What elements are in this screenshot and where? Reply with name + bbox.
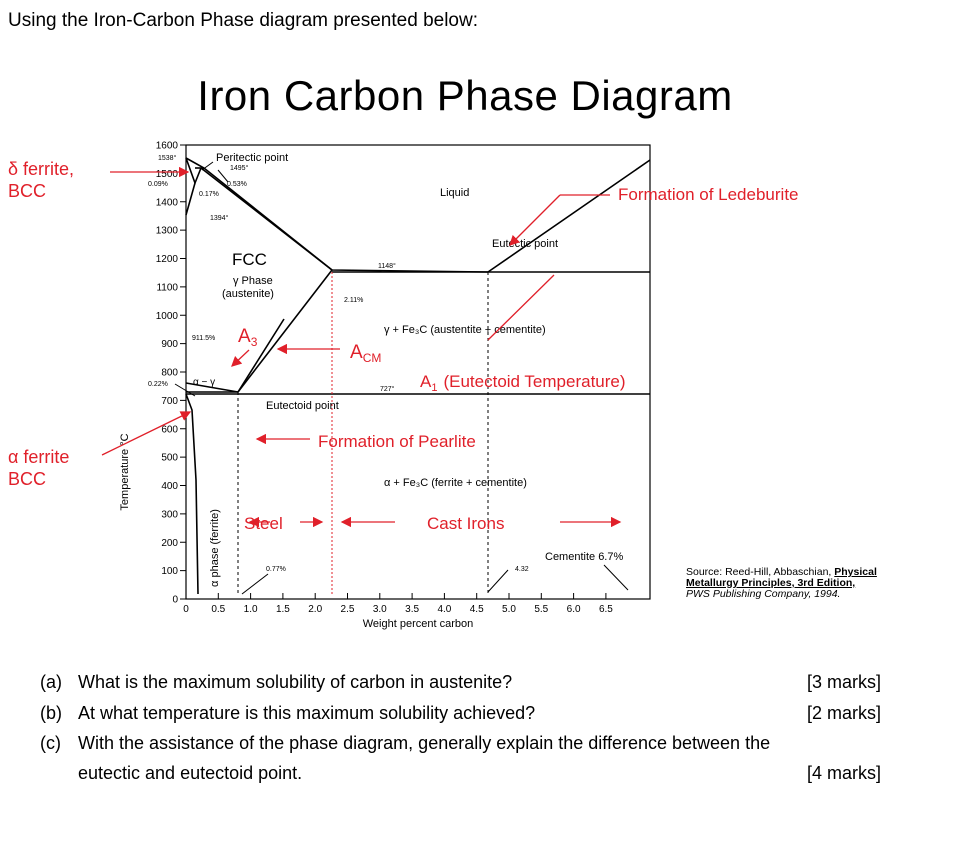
- a3-label: $A_3$: [238, 326, 258, 349]
- x-ticks: [183, 593, 613, 615]
- question-a: [40, 672, 512, 693]
- y-tick-label: 1400: [155, 197, 178, 209]
- y-tick-label: 900: [161, 339, 178, 351]
- c009-label: 0.09%: [148, 181, 168, 188]
- y-tick-label: 400: [161, 481, 178, 492]
- y-tick-label: 1100: [156, 282, 178, 294]
- x-tick-label: 4.0: [437, 604, 452, 615]
- x-tick-label: 0.5: [211, 604, 226, 615]
- y-tick-label: 500: [161, 452, 178, 464]
- t1538-label: 1538°: [158, 155, 177, 162]
- x-tick-label: 4.5: [469, 604, 484, 615]
- t1495-label: 1495°: [230, 165, 249, 172]
- ledeburite-label: Formation of Ledeburite: [618, 185, 799, 204]
- t1148-label: 1148°: [378, 263, 396, 270]
- alpha-fe3c-label: α + Fe₃C (ferrite + cementite): [384, 477, 527, 489]
- question-label: (b): [40, 703, 62, 723]
- x-tick-label: 6.0: [566, 604, 581, 615]
- alpha-bcc-label: BCC: [8, 469, 47, 489]
- y-ticks: [156, 141, 186, 606]
- x-tick-label: 5.0: [502, 604, 516, 615]
- x-tick-label: 0: [183, 604, 189, 615]
- intro-text: Using the Iron-Carbon Phase diagram presented below:: [8, 10, 478, 31]
- question-c-continued: [40, 763, 302, 784]
- y-tick-label: 800: [161, 367, 178, 379]
- x-tick-label: 2.5: [340, 604, 355, 615]
- peritectic-label: Peritectic point: [216, 152, 289, 164]
- y-tick-label: 1500: [155, 168, 178, 180]
- y-tick-label: 0: [172, 594, 178, 606]
- x-tick-label: 3.5: [405, 604, 420, 615]
- eutectic-point-label: Eutectic point: [492, 238, 559, 250]
- y-tick-label: 100: [161, 566, 178, 578]
- cementite-label: Cementite 6.7%: [545, 551, 624, 563]
- gamma-phase-label: γ Phase: [233, 275, 273, 287]
- t1394-label: 1394°: [210, 215, 229, 222]
- source-publisher: PWS Publishing Company, 1994.: [686, 588, 841, 600]
- question-text: What is the maximum solubility of carbon in austenite?: [78, 672, 513, 692]
- delta-ferrite-label: δ ferrite,: [8, 159, 75, 179]
- y-tick-label: 600: [161, 424, 178, 436]
- question-text: eutectic and eutectoid point.: [78, 763, 303, 783]
- alpha-phase-label: α phase (ferrite): [209, 509, 221, 587]
- x-tick-label: 3.0: [372, 604, 387, 615]
- c211-label: 2.11%: [344, 297, 364, 304]
- delta-bcc-label: BCC: [8, 181, 47, 201]
- question-c: [40, 733, 770, 754]
- t727-label: 727°: [380, 386, 395, 393]
- x-tick-label: 5.5: [534, 604, 549, 615]
- y-axis-label: Temperature °C: [119, 433, 131, 511]
- c053-label: 0.53%: [227, 181, 247, 188]
- y-tick-label: 1300: [155, 225, 178, 237]
- y-tick-label: 1600: [155, 140, 178, 152]
- formation-pearlite-label: Formation of Pearlite: [318, 432, 476, 451]
- question-text: At what temperature is this maximum solubility achieved?: [78, 703, 536, 723]
- y-tick-label: 300: [161, 509, 178, 521]
- y-tick-label: 1200: [155, 254, 178, 265]
- austenite-label: (austenite): [222, 288, 274, 300]
- y-tick-label: 200: [161, 537, 178, 549]
- cast-irons-label: Cast Irons: [427, 514, 505, 533]
- annotation-arrows: [102, 172, 610, 455]
- alpha-solvus: [186, 394, 198, 594]
- liquid-label: Liquid: [440, 187, 470, 199]
- eutectoid-point-label: Eutectoid point: [266, 400, 339, 412]
- question-label: (c): [40, 733, 61, 753]
- question-text: With the assistance of the phase diagram, generally explain the difference between the: [78, 733, 771, 753]
- y-tick-label: 1000: [155, 310, 178, 322]
- y-tick-label: 700: [161, 395, 178, 407]
- fcc-label: FCC: [232, 250, 267, 269]
- alpha-ferrite-label: α ferrite: [8, 447, 70, 467]
- question-a-marks: [3 marks]: [806, 672, 881, 692]
- source-citation: [686, 567, 916, 600]
- alpha-gamma-label: α − γ: [193, 377, 216, 388]
- c9115-label: 911.5%: [192, 335, 216, 342]
- gamma-fe3c-label: γ + Fe₃C (austentite + cementite): [384, 324, 546, 336]
- c077-label: 0.77%: [266, 566, 286, 573]
- c017-label: 0.17%: [199, 191, 219, 198]
- x-tick-label: 2.0: [308, 604, 323, 615]
- steel-label: Steel: [244, 514, 283, 533]
- delta-gamma-line: [186, 183, 195, 215]
- diagram-title: Iron Carbon Phase Diagram: [197, 72, 733, 119]
- c432-label: 4.32: [515, 566, 529, 573]
- source-book: Physical Metallurgy Principles, 3rd Edition,: [686, 566, 877, 589]
- question-b-marks: [2 marks]: [806, 703, 881, 723]
- x-tick-label: 1.0: [243, 604, 258, 615]
- x-tick-label: 1.5: [275, 604, 290, 615]
- acm-label: $A_{CM}$: [350, 342, 382, 365]
- x-axis-label: Weight percent carbon: [362, 618, 474, 630]
- a1-label: $A_1$ (Eutectoid Temperature): [420, 372, 626, 394]
- c022-label: 0.22%: [148, 381, 168, 388]
- question-b: [40, 703, 535, 724]
- source-prefix: Source: Reed-Hill, Abbaschian,: [686, 566, 832, 578]
- x-tick-label: 6.5: [598, 604, 613, 615]
- question-label: (a): [40, 672, 62, 692]
- question-c-marks: [4 marks]: [806, 763, 881, 783]
